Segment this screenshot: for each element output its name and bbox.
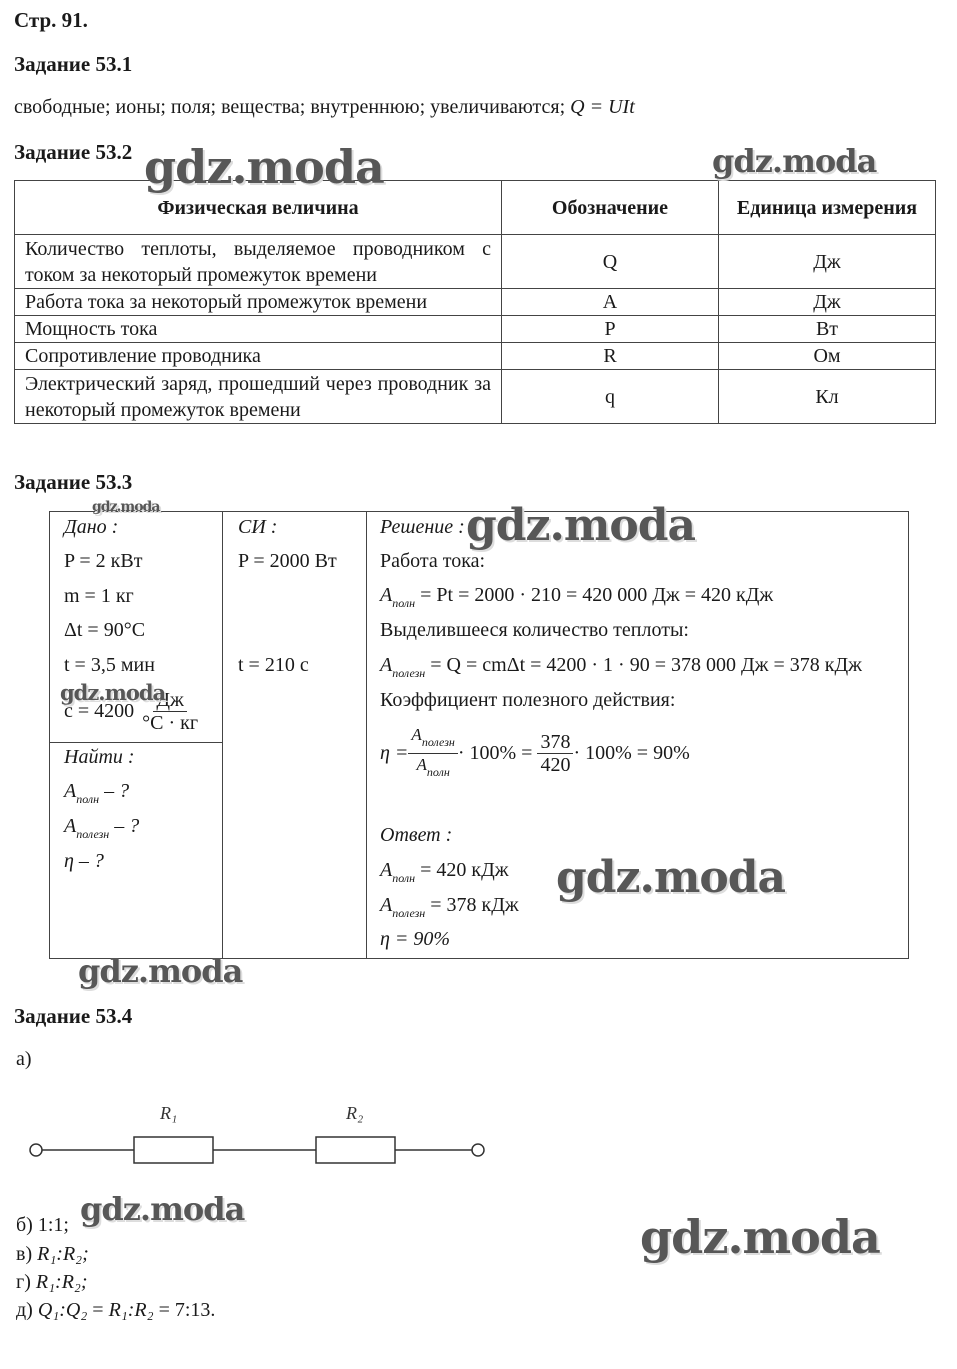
given-delta-t: Δt = 90°C [64, 619, 146, 641]
task-53-1-title: Задание 53.1 [14, 52, 133, 76]
terminal-right [472, 1144, 484, 1156]
answer-a1-symbol: A [380, 859, 393, 881]
si-time: t = 210 с [238, 654, 309, 676]
watermark: gdz.moda [466, 500, 696, 551]
part-v [16, 1243, 89, 1266]
row-unit: Дж [719, 289, 936, 316]
si-label: СИ : [238, 516, 278, 538]
task-53-1-answer-text: свободные; ионы; поля; вещества; внутреннюю; увеличиваются; [14, 96, 566, 118]
work-a-sub: полн [392, 596, 416, 610]
row-unit: Дж [719, 235, 936, 289]
part-d-prefix: д) [16, 1299, 38, 1321]
row-unit: Вт [719, 316, 936, 343]
given-label: Дано : [64, 516, 119, 538]
label-r1: R₁ [160, 1103, 178, 1123]
row-quantity: Количество теплоты, выделяемое проводником с током за некоторый промежуток времени [15, 235, 502, 289]
eff-mid: · 100% = [457, 742, 533, 764]
find-a-useful-sub: полезн [76, 827, 110, 841]
task-53-2-title: Задание 53.2 [14, 140, 133, 164]
circuit-diagram [20, 1095, 500, 1175]
watermark: gdz.moda [78, 952, 243, 990]
part-g-value: R₁:R₂; [35, 1271, 88, 1293]
frac1-den-sub: полн [426, 765, 450, 779]
eff-eta: η = [380, 742, 409, 764]
task-53-1-answer [14, 96, 635, 119]
table-row [15, 316, 936, 343]
find-a-full-q: – ? [99, 780, 130, 802]
header-quantity: Физическая величина [15, 181, 502, 235]
find-a-useful [64, 815, 139, 842]
heat-a-symbol: A [380, 654, 393, 676]
watermark: gdz.moda [640, 1210, 880, 1264]
answer-a1-sub: полн [392, 871, 416, 885]
work-expression: = Pt = 2000 · 210 = 420 000 Дж = 420 кДж [415, 584, 774, 606]
solution-eff-label: Коэффициент полезного действия: [380, 689, 676, 711]
si-power: P = 2000 Вт [238, 550, 337, 572]
table-row [15, 343, 936, 370]
divider-given [222, 512, 223, 958]
given-c-value: c = 4200 [64, 700, 135, 722]
row-quantity: Электрический заряд, прошедший через проводник за некоторый промежуток времени [15, 370, 502, 424]
eff-tail: · 100% = 90% [573, 742, 690, 764]
answer-a-useful [380, 894, 519, 921]
terminal-left [30, 1144, 42, 1156]
eff-fraction-1 [408, 724, 457, 783]
find-a-useful-symbol: A [64, 815, 77, 837]
solution-work-formula [380, 584, 773, 611]
part-v-value: R₁:R₂; [37, 1243, 89, 1265]
divider-find [50, 742, 222, 743]
table-row [15, 289, 936, 316]
task-53-4-title: Задание 53.4 [14, 1004, 133, 1028]
find-a-full [64, 780, 129, 807]
task-53-1-formula: Q = UIt [570, 96, 635, 118]
row-quantity: Работа тока за некоторый промежуток времени [15, 289, 502, 316]
header-unit: Единица измерения [719, 181, 936, 235]
frac1-num-a: A [411, 725, 422, 744]
given-power: P = 2 кВт [64, 550, 143, 572]
row-symbol: q [502, 370, 719, 424]
table-row [15, 370, 936, 424]
solution-heat-label: Выделившееся количество теплоты: [380, 619, 689, 641]
work-a-symbol: A [380, 584, 393, 606]
watermark: gdz.moda [92, 499, 160, 515]
given-mass: m = 1 кг [64, 585, 134, 607]
row-unit: Ом [719, 343, 936, 370]
watermark: gdz.moda [144, 140, 384, 194]
answer-a1-value: = 420 кДж [415, 859, 509, 881]
find-a-useful-q: – ? [109, 815, 140, 837]
answer-a2-symbol: A [380, 894, 393, 916]
frac1-num-sub: полезн [421, 735, 455, 749]
row-symbol: Q [502, 235, 719, 289]
solution-eff-formula [380, 724, 690, 783]
solution-heat-formula [380, 654, 862, 681]
heat-a-sub: полезн [392, 666, 426, 680]
part-v-prefix: в) [16, 1243, 38, 1265]
find-eta: η – ? [64, 850, 104, 872]
watermark: gdz.moda [60, 680, 166, 705]
resistor-r1 [134, 1137, 213, 1163]
part-a-label: а) [16, 1048, 32, 1070]
eff-frac1-den [414, 754, 453, 783]
solution-label: Решение : [380, 516, 465, 538]
answer-eta: η = 90% [380, 928, 451, 950]
header-symbol: Обозначение [502, 181, 719, 235]
eff-frac2-den: 420 [540, 754, 571, 776]
part-d-eq: = [87, 1299, 109, 1321]
divider-si [366, 512, 367, 958]
row-symbol: R [502, 343, 719, 370]
row-quantity: Мощность тока [15, 316, 502, 343]
find-a-full-symbol: A [64, 780, 77, 802]
answer-label: Ответ : [380, 824, 453, 846]
row-quantity: Сопротивление проводника [15, 343, 502, 370]
eff-fraction-2 [537, 731, 573, 776]
answer-a2-sub: полезн [392, 906, 426, 920]
watermark: gdz.moda [556, 852, 786, 903]
solution-work-label: Работа тока: [380, 550, 486, 572]
part-d-value: = 7:13. [153, 1299, 216, 1321]
watermark: gdz.moda [712, 142, 877, 180]
given-time: t = 3,5 мин [64, 654, 155, 676]
given-c-unit-num: Дж [153, 689, 186, 712]
answer-a-full [380, 859, 509, 886]
resistor-r2 [316, 1137, 395, 1163]
label-r2: R₂ [346, 1103, 364, 1123]
row-symbol: P [502, 316, 719, 343]
answer-a2-value: = 378 кДж [425, 894, 519, 916]
part-d-q: Q₁:Q₂ [37, 1299, 88, 1321]
row-symbol: A [502, 289, 719, 316]
part-d [16, 1299, 215, 1322]
find-a-full-sub: полн [76, 792, 100, 806]
quantities-table [14, 180, 936, 424]
find-label: Найти : [64, 746, 135, 768]
part-b: б) 1:1; [16, 1214, 69, 1236]
task-53-3-title: Задание 53.3 [14, 470, 133, 494]
eff-frac1-num [408, 724, 457, 754]
given-c-unit-den: °С · кг [142, 712, 199, 734]
part-g-prefix: г) [16, 1271, 36, 1293]
frac1-den-a: A [416, 755, 427, 774]
watermark: gdz.moda [80, 1190, 245, 1228]
table-row [15, 235, 936, 289]
heat-expression: = Q = cmΔt = 4200 · 1 · 90 = 378 000 Дж = 378 кДж [425, 654, 862, 676]
part-g [16, 1271, 88, 1294]
eff-frac2-num: 378 [537, 731, 573, 754]
row-unit: Кл [719, 370, 936, 424]
page-label: Стр. 91. [14, 8, 88, 32]
part-d-r: R₁:R₂ [108, 1299, 154, 1321]
